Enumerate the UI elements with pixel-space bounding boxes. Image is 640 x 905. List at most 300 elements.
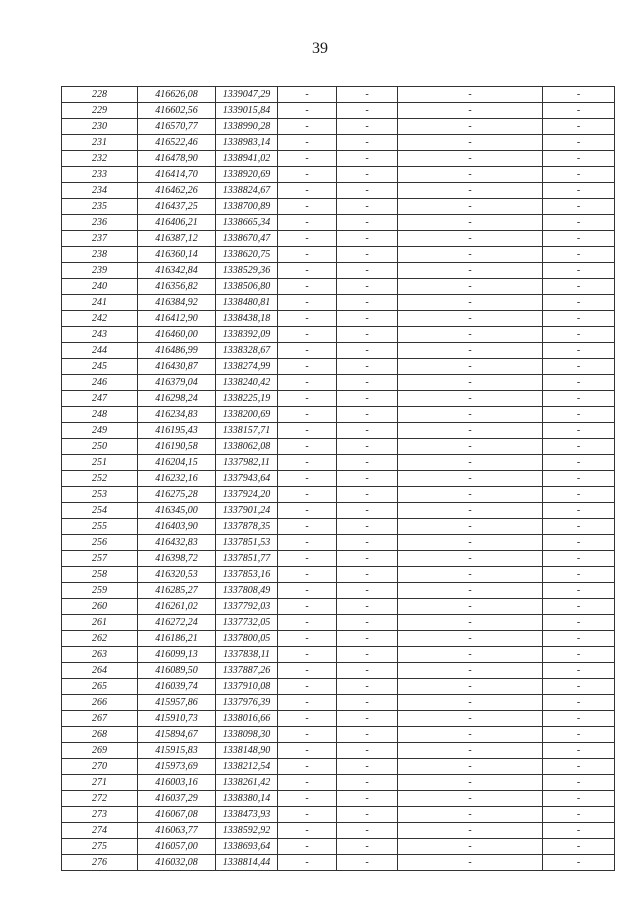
column-c-cell: - <box>398 791 543 807</box>
y-coordinate-cell: 1338148,90 <box>216 743 278 759</box>
column-c-cell: - <box>398 87 543 103</box>
column-c-cell: - <box>398 535 543 551</box>
point-number-cell: 240 <box>62 279 138 295</box>
column-b-cell: - <box>337 503 398 519</box>
column-d-cell: - <box>543 615 615 631</box>
x-coordinate-cell: 416356,82 <box>138 279 216 295</box>
y-coordinate-cell: 1339047,29 <box>216 87 278 103</box>
table-row <box>62 391 615 407</box>
column-b-cell: - <box>337 359 398 375</box>
column-c-cell: - <box>398 663 543 679</box>
table-row <box>62 615 615 631</box>
column-b-cell: - <box>337 247 398 263</box>
column-b-cell: - <box>337 647 398 663</box>
x-coordinate-cell: 416430,87 <box>138 359 216 375</box>
y-coordinate-cell: 1338983,14 <box>216 135 278 151</box>
y-coordinate-cell: 1338670,47 <box>216 231 278 247</box>
column-b-cell: - <box>337 823 398 839</box>
x-coordinate-cell: 416387,12 <box>138 231 216 247</box>
y-coordinate-cell: 1339015,84 <box>216 103 278 119</box>
point-number-cell: 234 <box>62 183 138 199</box>
column-c-cell: - <box>398 343 543 359</box>
column-c-cell: - <box>398 759 543 775</box>
column-b-cell: - <box>337 631 398 647</box>
y-coordinate-cell: 1338529,36 <box>216 263 278 279</box>
column-a-cell: - <box>278 359 337 375</box>
x-coordinate-cell: 416432,83 <box>138 535 216 551</box>
column-c-cell: - <box>398 135 543 151</box>
table-row <box>62 759 615 775</box>
column-d-cell: - <box>543 391 615 407</box>
column-c-cell: - <box>398 103 543 119</box>
table-row <box>62 103 615 119</box>
y-coordinate-cell: 1338274,99 <box>216 359 278 375</box>
table-row <box>62 727 615 743</box>
point-number-cell: 247 <box>62 391 138 407</box>
column-b-cell: - <box>337 727 398 743</box>
column-b-cell: - <box>337 151 398 167</box>
x-coordinate-cell: 416032,08 <box>138 855 216 871</box>
column-b-cell: - <box>337 759 398 775</box>
y-coordinate-cell: 1337808,49 <box>216 583 278 599</box>
column-b-cell: - <box>337 391 398 407</box>
column-d-cell: - <box>543 551 615 567</box>
column-d-cell: - <box>543 487 615 503</box>
y-coordinate-cell: 1337853,16 <box>216 567 278 583</box>
table-row <box>62 295 615 311</box>
table-row <box>62 679 615 695</box>
column-b-cell: - <box>337 775 398 791</box>
column-b-cell: - <box>337 87 398 103</box>
column-c-cell: - <box>398 375 543 391</box>
point-number-cell: 228 <box>62 87 138 103</box>
column-a-cell: - <box>278 487 337 503</box>
table-row <box>62 135 615 151</box>
column-a-cell: - <box>278 183 337 199</box>
column-b-cell: - <box>337 407 398 423</box>
y-coordinate-cell: 1337732,05 <box>216 615 278 631</box>
table-row <box>62 567 615 583</box>
column-d-cell: - <box>543 807 615 823</box>
column-b-cell: - <box>337 679 398 695</box>
point-number-cell: 245 <box>62 359 138 375</box>
x-coordinate-cell: 416285,27 <box>138 583 216 599</box>
column-a-cell: - <box>278 855 337 871</box>
column-a-cell: - <box>278 215 337 231</box>
y-coordinate-cell: 1338240,42 <box>216 375 278 391</box>
column-a-cell: - <box>278 711 337 727</box>
column-a-cell: - <box>278 807 337 823</box>
column-c-cell: - <box>398 567 543 583</box>
y-coordinate-cell: 1337943,64 <box>216 471 278 487</box>
column-a-cell: - <box>278 231 337 247</box>
column-c-cell: - <box>398 519 543 535</box>
x-coordinate-cell: 416234,83 <box>138 407 216 423</box>
table-row <box>62 343 615 359</box>
column-c-cell: - <box>398 215 543 231</box>
column-b-cell: - <box>337 695 398 711</box>
table-row <box>62 359 615 375</box>
point-number-cell: 232 <box>62 151 138 167</box>
column-b-cell: - <box>337 263 398 279</box>
x-coordinate-cell: 416275,28 <box>138 487 216 503</box>
column-b-cell: - <box>337 183 398 199</box>
point-number-cell: 256 <box>62 535 138 551</box>
point-number-cell: 231 <box>62 135 138 151</box>
table-row <box>62 471 615 487</box>
point-number-cell: 273 <box>62 807 138 823</box>
column-d-cell: - <box>543 343 615 359</box>
column-c-cell: - <box>398 455 543 471</box>
x-coordinate-cell: 416063,77 <box>138 823 216 839</box>
table-row <box>62 711 615 727</box>
column-d-cell: - <box>543 407 615 423</box>
point-number-cell: 249 <box>62 423 138 439</box>
column-d-cell: - <box>543 791 615 807</box>
column-d-cell: - <box>543 423 615 439</box>
column-b-cell: - <box>337 615 398 631</box>
column-b-cell: - <box>337 103 398 119</box>
column-a-cell: - <box>278 759 337 775</box>
table-row <box>62 279 615 295</box>
column-c-cell: - <box>398 695 543 711</box>
column-b-cell: - <box>337 375 398 391</box>
point-number-cell: 259 <box>62 583 138 599</box>
y-coordinate-cell: 1338062,08 <box>216 439 278 455</box>
column-a-cell: - <box>278 743 337 759</box>
y-coordinate-cell: 1338700,89 <box>216 199 278 215</box>
table-row <box>62 807 615 823</box>
column-c-cell: - <box>398 391 543 407</box>
column-b-cell: - <box>337 551 398 567</box>
table-row <box>62 199 615 215</box>
column-d-cell: - <box>543 183 615 199</box>
column-c-cell: - <box>398 503 543 519</box>
x-coordinate-cell: 416379,04 <box>138 375 216 391</box>
y-coordinate-cell: 1338990,28 <box>216 119 278 135</box>
page-number: 39 <box>312 40 328 57</box>
y-coordinate-cell: 1338438,18 <box>216 311 278 327</box>
table-row <box>62 599 615 615</box>
point-number-cell: 257 <box>62 551 138 567</box>
column-a-cell: - <box>278 119 337 135</box>
column-a-cell: - <box>278 87 337 103</box>
column-c-cell: - <box>398 327 543 343</box>
x-coordinate-cell: 416003,16 <box>138 775 216 791</box>
y-coordinate-cell: 1338920,69 <box>216 167 278 183</box>
column-d-cell: - <box>543 519 615 535</box>
y-coordinate-cell: 1337800,05 <box>216 631 278 647</box>
y-coordinate-cell: 1338941,02 <box>216 151 278 167</box>
point-number-cell: 246 <box>62 375 138 391</box>
x-coordinate-cell: 416398,72 <box>138 551 216 567</box>
y-coordinate-cell: 1338506,80 <box>216 279 278 295</box>
column-d-cell: - <box>543 231 615 247</box>
column-c-cell: - <box>398 679 543 695</box>
y-coordinate-cell: 1338261,42 <box>216 775 278 791</box>
column-a-cell: - <box>278 823 337 839</box>
table-row <box>62 551 615 567</box>
y-coordinate-cell: 1337792,03 <box>216 599 278 615</box>
column-d-cell: - <box>543 359 615 375</box>
column-c-cell: - <box>398 807 543 823</box>
column-c-cell: - <box>398 263 543 279</box>
column-d-cell: - <box>543 567 615 583</box>
x-coordinate-cell: 416190,58 <box>138 439 216 455</box>
y-coordinate-cell: 1338620,75 <box>216 247 278 263</box>
column-a-cell: - <box>278 103 337 119</box>
column-c-cell: - <box>398 631 543 647</box>
column-b-cell: - <box>337 455 398 471</box>
x-coordinate-cell: 415910,73 <box>138 711 216 727</box>
x-coordinate-cell: 415894,67 <box>138 727 216 743</box>
column-c-cell: - <box>398 295 543 311</box>
column-a-cell: - <box>278 455 337 471</box>
x-coordinate-cell: 416195,43 <box>138 423 216 439</box>
table-row <box>62 327 615 343</box>
table-row <box>62 583 615 599</box>
point-number-cell: 266 <box>62 695 138 711</box>
y-coordinate-cell: 1338200,69 <box>216 407 278 423</box>
column-a-cell: - <box>278 503 337 519</box>
x-coordinate-cell: 416037,29 <box>138 791 216 807</box>
column-c-cell: - <box>398 231 543 247</box>
point-number-cell: 269 <box>62 743 138 759</box>
point-number-cell: 274 <box>62 823 138 839</box>
y-coordinate-cell: 1338392,09 <box>216 327 278 343</box>
y-coordinate-cell: 1337878,35 <box>216 519 278 535</box>
table-row <box>62 455 615 471</box>
column-c-cell: - <box>398 439 543 455</box>
column-a-cell: - <box>278 727 337 743</box>
y-coordinate-cell: 1338824,67 <box>216 183 278 199</box>
x-coordinate-cell: 415973,69 <box>138 759 216 775</box>
column-c-cell: - <box>398 423 543 439</box>
column-a-cell: - <box>278 631 337 647</box>
column-b-cell: - <box>337 135 398 151</box>
column-c-cell: - <box>398 727 543 743</box>
column-c-cell: - <box>398 247 543 263</box>
column-d-cell: - <box>543 631 615 647</box>
column-b-cell: - <box>337 711 398 727</box>
x-coordinate-cell: 416057,00 <box>138 839 216 855</box>
point-number-cell: 230 <box>62 119 138 135</box>
y-coordinate-cell: 1338814,44 <box>216 855 278 871</box>
table-row <box>62 119 615 135</box>
column-c-cell: - <box>398 743 543 759</box>
column-a-cell: - <box>278 535 337 551</box>
y-coordinate-cell: 1337910,08 <box>216 679 278 695</box>
column-d-cell: - <box>543 327 615 343</box>
y-coordinate-cell: 1338225,19 <box>216 391 278 407</box>
point-number-cell: 268 <box>62 727 138 743</box>
point-number-cell: 239 <box>62 263 138 279</box>
y-coordinate-cell: 1337851,53 <box>216 535 278 551</box>
column-a-cell: - <box>278 775 337 791</box>
column-d-cell: - <box>543 215 615 231</box>
column-c-cell: - <box>398 407 543 423</box>
y-coordinate-cell: 1338665,34 <box>216 215 278 231</box>
column-a-cell: - <box>278 151 337 167</box>
point-number-cell: 251 <box>62 455 138 471</box>
point-number-cell: 242 <box>62 311 138 327</box>
y-coordinate-cell: 1337976,39 <box>216 695 278 711</box>
y-coordinate-cell: 1338016,66 <box>216 711 278 727</box>
column-c-cell: - <box>398 855 543 871</box>
column-b-cell: - <box>337 119 398 135</box>
x-coordinate-cell: 416298,24 <box>138 391 216 407</box>
x-coordinate-cell: 416186,21 <box>138 631 216 647</box>
point-number-cell: 243 <box>62 327 138 343</box>
column-d-cell: - <box>543 167 615 183</box>
column-b-cell: - <box>337 599 398 615</box>
column-b-cell: - <box>337 487 398 503</box>
y-coordinate-cell: 1338212,54 <box>216 759 278 775</box>
column-b-cell: - <box>337 311 398 327</box>
point-number-cell: 235 <box>62 199 138 215</box>
column-d-cell: - <box>543 727 615 743</box>
table-row <box>62 311 615 327</box>
column-b-cell: - <box>337 471 398 487</box>
column-b-cell: - <box>337 583 398 599</box>
y-coordinate-cell: 1337924,20 <box>216 487 278 503</box>
column-d-cell: - <box>543 743 615 759</box>
column-d-cell: - <box>543 247 615 263</box>
column-d-cell: - <box>543 855 615 871</box>
x-coordinate-cell: 416204,15 <box>138 455 216 471</box>
column-a-cell: - <box>278 679 337 695</box>
column-b-cell: - <box>337 855 398 871</box>
table-row <box>62 183 615 199</box>
column-a-cell: - <box>278 279 337 295</box>
y-coordinate-cell: 1338480,81 <box>216 295 278 311</box>
column-d-cell: - <box>543 503 615 519</box>
table-row <box>62 247 615 263</box>
column-a-cell: - <box>278 135 337 151</box>
column-a-cell: - <box>278 311 337 327</box>
x-coordinate-cell: 415915,83 <box>138 743 216 759</box>
table-row <box>62 839 615 855</box>
column-a-cell: - <box>278 615 337 631</box>
x-coordinate-cell: 416414,70 <box>138 167 216 183</box>
table-row <box>62 423 615 439</box>
column-a-cell: - <box>278 391 337 407</box>
column-d-cell: - <box>543 375 615 391</box>
x-coordinate-cell: 416626,08 <box>138 87 216 103</box>
x-coordinate-cell: 416478,90 <box>138 151 216 167</box>
point-number-cell: 244 <box>62 343 138 359</box>
column-d-cell: - <box>543 583 615 599</box>
column-a-cell: - <box>278 519 337 535</box>
column-a-cell: - <box>278 263 337 279</box>
x-coordinate-cell: 416272,24 <box>138 615 216 631</box>
column-d-cell: - <box>543 103 615 119</box>
column-a-cell: - <box>278 375 337 391</box>
x-coordinate-cell: 416602,56 <box>138 103 216 119</box>
x-coordinate-cell: 416099,13 <box>138 647 216 663</box>
column-c-cell: - <box>398 279 543 295</box>
point-number-cell: 270 <box>62 759 138 775</box>
y-coordinate-cell: 1338098,30 <box>216 727 278 743</box>
column-d-cell: - <box>543 87 615 103</box>
point-number-cell: 271 <box>62 775 138 791</box>
y-coordinate-cell: 1337887,26 <box>216 663 278 679</box>
table-row <box>62 791 615 807</box>
point-number-cell: 237 <box>62 231 138 247</box>
x-coordinate-cell: 416320,53 <box>138 567 216 583</box>
column-a-cell: - <box>278 167 337 183</box>
y-coordinate-cell: 1338592,92 <box>216 823 278 839</box>
column-a-cell: - <box>278 327 337 343</box>
column-d-cell: - <box>543 455 615 471</box>
table-row <box>62 647 615 663</box>
column-b-cell: - <box>337 567 398 583</box>
column-a-cell: - <box>278 583 337 599</box>
point-number-cell: 261 <box>62 615 138 631</box>
column-b-cell: - <box>337 807 398 823</box>
column-d-cell: - <box>543 759 615 775</box>
table-row <box>62 215 615 231</box>
x-coordinate-cell: 416460,00 <box>138 327 216 343</box>
point-number-cell: 276 <box>62 855 138 871</box>
table-row <box>62 503 615 519</box>
column-c-cell: - <box>398 599 543 615</box>
table-row <box>62 263 615 279</box>
column-d-cell: - <box>543 647 615 663</box>
column-a-cell: - <box>278 439 337 455</box>
column-b-cell: - <box>337 743 398 759</box>
column-a-cell: - <box>278 423 337 439</box>
column-b-cell: - <box>337 215 398 231</box>
table-row <box>62 407 615 423</box>
column-b-cell: - <box>337 199 398 215</box>
column-a-cell: - <box>278 343 337 359</box>
point-number-cell: 238 <box>62 247 138 263</box>
column-d-cell: - <box>543 775 615 791</box>
column-b-cell: - <box>337 791 398 807</box>
column-b-cell: - <box>337 167 398 183</box>
y-coordinate-cell: 1338328,67 <box>216 343 278 359</box>
point-number-cell: 265 <box>62 679 138 695</box>
column-a-cell: - <box>278 551 337 567</box>
column-b-cell: - <box>337 663 398 679</box>
point-number-cell: 250 <box>62 439 138 455</box>
column-b-cell: - <box>337 231 398 247</box>
column-a-cell: - <box>278 295 337 311</box>
point-number-cell: 262 <box>62 631 138 647</box>
column-b-cell: - <box>337 423 398 439</box>
column-c-cell: - <box>398 775 543 791</box>
x-coordinate-cell: 416232,16 <box>138 471 216 487</box>
x-coordinate-cell: 416342,84 <box>138 263 216 279</box>
coordinates-table <box>61 86 615 871</box>
point-number-cell: 233 <box>62 167 138 183</box>
column-c-cell: - <box>398 615 543 631</box>
y-coordinate-cell: 1338157,71 <box>216 423 278 439</box>
x-coordinate-cell: 416384,92 <box>138 295 216 311</box>
column-a-cell: - <box>278 567 337 583</box>
table-row <box>62 231 615 247</box>
column-d-cell: - <box>543 119 615 135</box>
column-d-cell: - <box>543 679 615 695</box>
column-a-cell: - <box>278 839 337 855</box>
column-d-cell: - <box>543 263 615 279</box>
y-coordinate-cell: 1337838,11 <box>216 647 278 663</box>
column-d-cell: - <box>543 471 615 487</box>
column-a-cell: - <box>278 199 337 215</box>
point-number-cell: 253 <box>62 487 138 503</box>
y-coordinate-cell: 1338693,64 <box>216 839 278 855</box>
